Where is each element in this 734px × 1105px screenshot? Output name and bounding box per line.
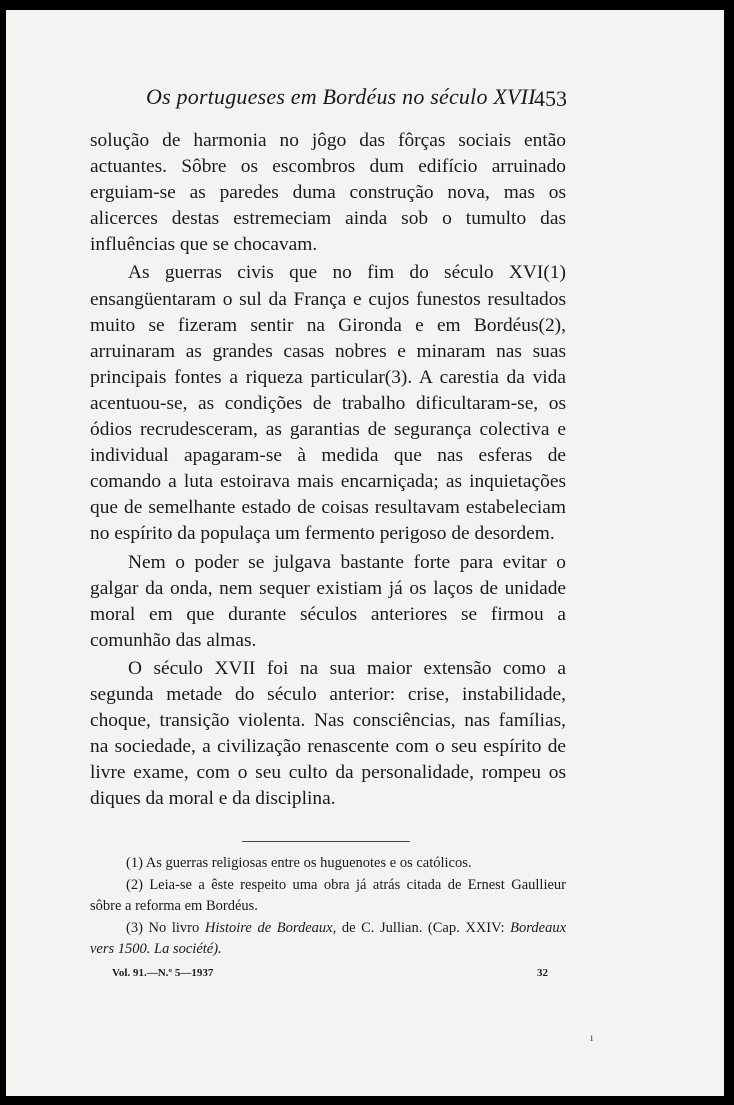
paragraph-text: . A carestia da vida acentuou-se, as condições de trabalho dificultaram-se, os ódios recrudesceram, as garantias de segurança colectiva e individual apagaram-se à medida que nas esferas de comando a luta estoirava mais encarniçada; as inquietações que de semelhante estado de coisas resultavam estabeleciam no espírito da populaça um fermento perigoso de desordem.: [90, 366, 566, 545]
footnote: (2) Leia-se a êste respeito uma obra já atrás citada de Ernest Gaullieur sôbre a reforma em Bordéus.: [90, 876, 566, 914]
footnotes: [90, 853, 566, 961]
signature-mark: 32: [537, 967, 548, 979]
paragraph: Nem o poder se julgava bastante forte para evitar o galgar da onda, nem sequer existiam já os laços de unidade moral em que durante séculos anteriores se firmou a comunhão das almas.: [90, 551, 566, 651]
footnote-ref: (2): [538, 314, 562, 336]
paragraph-text: ensangüentaram o sul da França e cujos funestos resultados muito se fizeram sentir na Gironda e em Bordéus: [90, 288, 566, 336]
footnote-rule: [242, 841, 410, 842]
chapter-title: Bordeaux vers 1500. La société).: [90, 919, 567, 957]
footnote-ref: (3): [384, 366, 408, 388]
paragraph: solução de harmonia no jôgo das fôrças sociais então actuantes. Sôbre os escombros dum edifício arruinado erguiam-se as paredes duma construção nova, mas os alicerces destas estremeciam ainda sob o tumulto das influências que se chocavam.: [90, 130, 566, 256]
page-footer: [90, 967, 566, 985]
paragraph-text: , arruinaram as grandes casas nobres e minaram nas suas principais fontes a riqueza particular: [90, 314, 566, 388]
body-text: [90, 128, 566, 814]
footnote-text: (3) No livro: [126, 919, 205, 936]
paragraph-text: As guerras civis que no fim do século XVI: [128, 262, 544, 284]
book-page: [6, 10, 724, 1096]
paragraph: O século XVII foi na sua maior extensão como a segunda metade do século anterior: crise, instabilidade, choque, transição violenta. Nas consciências, nas famílias, na sociedade, a civilização renascente com o seu espírito de livre exame, com o seu culto da personalidade, rompeu os diques da moral e da disciplina.: [90, 657, 566, 810]
page-header: [6, 84, 724, 124]
book-title: Histoire de Bordeaux,: [204, 919, 337, 936]
issue-info: Vol. 91.—N.º 5—1937: [112, 967, 214, 979]
scan-speck: ı: [590, 1030, 594, 1044]
footnote-ref: (1): [543, 262, 566, 284]
page-number: 453: [534, 86, 567, 111]
paragraph: [90, 260, 566, 547]
footnote: [90, 918, 566, 961]
footnote-text: de C. Jullian. (Cap. XXIV:: [336, 919, 511, 936]
running-title: Os portugueses em Bordéus no século XVII: [146, 84, 536, 109]
footnote: (1) As guerras religiosas entre os huguenotes e os católicos.: [126, 855, 472, 871]
